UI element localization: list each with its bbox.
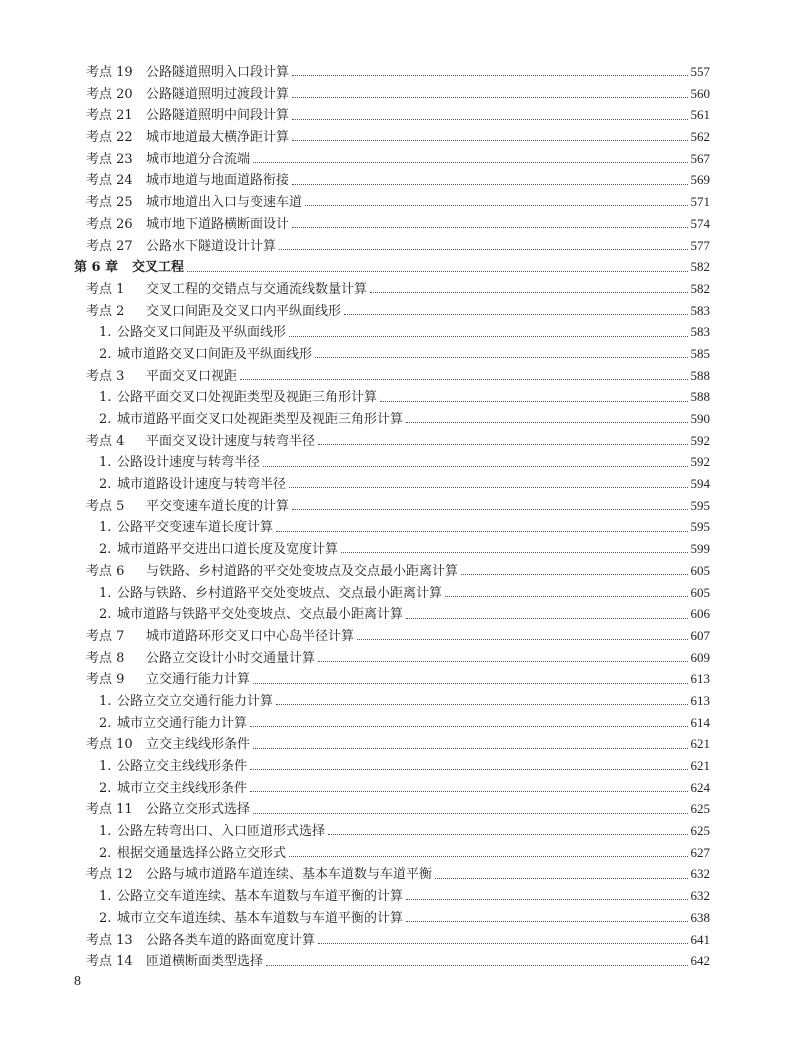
toc-entry-number: 考点 20: [86, 86, 133, 102]
toc-entry-label: [99, 539, 338, 561]
toc-entry-title: 平面交叉口视距: [146, 368, 238, 384]
toc-entry-page: 569: [690, 172, 710, 188]
toc-entry-title: 城市地道与地面道路衔接: [146, 173, 290, 189]
toc-entry-label: [99, 583, 442, 605]
toc-entry-page: 605: [690, 562, 710, 578]
toc-entry-title: 公路交叉口间距及平纵面线形: [117, 325, 287, 341]
dot-leader: [344, 314, 687, 315]
dot-leader: [305, 205, 687, 206]
dot-leader: [357, 639, 687, 640]
table-of-contents: [74, 61, 710, 972]
toc-entry-page: 582: [690, 259, 710, 275]
toc-entry-number: 1.: [99, 824, 112, 840]
toc-entry-title: 城市地下道路横断面设计: [146, 216, 290, 232]
toc-entry-number: 考点 12: [86, 867, 133, 883]
toc-entry-number: 考点 22: [86, 130, 133, 146]
toc-entry-number: 2.: [99, 542, 112, 558]
toc-entry-title: 城市地道最大横净距计算: [146, 130, 290, 146]
toc-entry-title: 交叉工程: [132, 260, 185, 276]
toc-sub-entry: [74, 690, 710, 712]
toc-entry-title: 公路平交变速车道长度计算: [117, 520, 274, 536]
page-number: 8: [74, 974, 81, 989]
toc-entry-label: [86, 496, 289, 518]
toc-sub-entry: [74, 451, 710, 473]
toc-entry-label: [99, 322, 286, 344]
toc-chapter-entry: [74, 256, 710, 278]
toc-entry-page: 562: [690, 129, 710, 145]
dot-leader: [240, 379, 687, 380]
toc-entry-page: 638: [690, 909, 710, 925]
toc-entry-page: 588: [690, 389, 710, 405]
toc-entry-page: 595: [690, 497, 710, 513]
dot-leader: [318, 444, 687, 445]
toc-entry-label: [86, 431, 315, 453]
toc-entry-label: [99, 908, 403, 930]
toc-sub-entry: [74, 820, 710, 842]
toc-entry-page: 627: [690, 844, 710, 860]
dot-leader: [406, 899, 687, 900]
dot-leader: [266, 965, 687, 966]
toc-entry-label: [99, 778, 247, 800]
toc-entry-number: 考点 13: [86, 932, 133, 948]
toc-entry-label: [86, 236, 276, 258]
toc-entry-label: [99, 756, 247, 778]
toc-entry-number: 考点 27: [86, 238, 133, 254]
toc-entry-number: 考点 21: [86, 108, 133, 124]
toc-entry: [74, 929, 710, 951]
toc-sub-entry: [74, 408, 710, 430]
toc-entry-number: 2.: [99, 780, 112, 796]
dot-leader: [276, 531, 687, 532]
toc-entry-label: [99, 886, 403, 908]
dot-leader: [292, 227, 687, 228]
toc-entry-label: [86, 301, 341, 323]
toc-entry-title: 平面交叉设计速度与转弯半径: [146, 433, 316, 449]
toc-entry: [74, 104, 710, 126]
toc-entry-page: 571: [690, 194, 710, 210]
toc-sub-entry: [74, 343, 710, 365]
toc-entry-number: 1.: [99, 889, 112, 905]
toc-entry-title: 公路隧道照明入口段计算: [146, 65, 290, 80]
toc-entry: [74, 300, 710, 322]
toc-entry: [74, 126, 710, 148]
toc-entry-label: [99, 604, 403, 626]
dot-leader: [250, 726, 687, 727]
toc-entry-page: 614: [690, 714, 710, 730]
toc-entry-number: 考点 14: [86, 954, 133, 970]
toc-entry-title: 公路设计速度与转弯半径: [117, 455, 261, 471]
toc-entry-page: 594: [690, 476, 710, 492]
toc-entry-page: 592: [690, 432, 710, 448]
toc-sub-entry: [74, 907, 710, 929]
toc-entry-page: 607: [690, 627, 710, 643]
toc-entry-label: [86, 561, 458, 583]
dot-leader: [406, 422, 687, 423]
toc-entry-title: 城市道路交叉口间距及平纵面线形: [117, 346, 313, 362]
toc-entry-title: 公路隧道照明中间段计算: [146, 108, 290, 124]
dot-leader: [292, 75, 687, 76]
toc-entry-number: 考点 24: [86, 173, 133, 189]
toc-entry: [74, 430, 710, 452]
toc-entry-page: 557: [690, 64, 710, 79]
toc-entry-number: 2.: [99, 412, 112, 427]
toc-entry-page: 592: [690, 454, 710, 470]
toc-entry-number: 考点 19: [86, 65, 133, 80]
toc-entry: [74, 61, 710, 83]
toc-sub-entry: [74, 842, 710, 864]
dot-leader: [263, 466, 687, 467]
toc-entry-number: 考点 11: [86, 802, 133, 818]
toc-entry-title: 平交变速车道长度的计算: [146, 498, 290, 514]
toc-entry-title: 城市道路平面交叉口处视距类型及视距三角形计算: [117, 412, 404, 427]
toc-entry-page: 583: [690, 324, 710, 340]
dot-leader: [253, 748, 687, 749]
toc-entry-page: 585: [690, 345, 710, 361]
dot-leader: [435, 878, 687, 879]
toc-entry-label: [86, 62, 289, 84]
toc-entry: [74, 495, 710, 517]
dot-leader: [250, 791, 687, 792]
toc-entry-number: 2.: [99, 477, 112, 493]
toc-entry-title: 立交主线线形条件: [146, 737, 251, 753]
toc-entry-number: 考点 9: [86, 672, 125, 688]
toc-entry-title: 公路立交立交通行能力计算: [117, 693, 274, 709]
toc-entry-title: 公路立交主线线形条件: [117, 759, 248, 774]
toc-sub-entry: [74, 538, 710, 560]
toc-entry: [74, 213, 710, 235]
toc-entry-label: [74, 257, 184, 279]
dot-leader: [445, 596, 687, 597]
toc-entry: [74, 148, 710, 170]
toc-entry-label: [86, 734, 250, 756]
toc-entry-title: 城市道路平交进出口道长度及宽度计算: [117, 542, 339, 558]
toc-entry-title: 城市地道出入口与变速车道: [146, 195, 303, 211]
toc-entry-title: 城市道路设计速度与转弯半径: [117, 477, 287, 493]
toc-entry-title: 城市立交主线线形条件: [117, 780, 248, 796]
dot-leader: [250, 769, 687, 770]
toc-entry-page: 574: [690, 215, 710, 231]
toc-entry-number: 考点 7: [86, 628, 125, 644]
toc-entry-number: 1.: [99, 585, 112, 601]
toc-entry-page: 588: [690, 367, 710, 383]
toc-entry-page: 624: [690, 779, 710, 795]
toc-sub-entry: [74, 712, 710, 734]
toc-entry-title: 匝道横断面类型选择: [146, 954, 264, 970]
toc-entry-page: 632: [690, 866, 710, 882]
dot-leader: [461, 574, 687, 575]
toc-entry-label: [99, 843, 286, 865]
toc-entry-label: [99, 409, 403, 431]
dot-leader: [341, 552, 687, 553]
toc-entry-page: 632: [690, 888, 710, 904]
toc-entry-page: 583: [690, 302, 710, 318]
toc-entry-number: 考点 1: [86, 281, 125, 297]
toc-entry: [74, 863, 710, 885]
toc-entry-title: 交叉口间距及交叉口内平纵面线形: [146, 303, 342, 319]
toc-entry-label: [86, 951, 263, 973]
toc-entry-page: 599: [690, 541, 710, 557]
toc-entry: [74, 169, 710, 191]
toc-entry-label: [86, 192, 302, 214]
dot-leader: [380, 401, 687, 402]
dot-leader: [279, 249, 687, 250]
toc-sub-entry: [74, 321, 710, 343]
dot-leader: [318, 943, 687, 944]
toc-entry-number: 考点 26: [86, 216, 133, 232]
toc-entry: [74, 798, 710, 820]
dot-leader: [253, 162, 687, 163]
toc-entry-number: 考点 8: [86, 650, 125, 666]
toc-entry-label: [86, 864, 432, 886]
toc-entry-number: 1.: [99, 693, 112, 709]
dot-leader: [253, 683, 687, 684]
toc-entry-number: 考点 5: [86, 498, 125, 514]
toc-entry-page: 595: [690, 519, 710, 535]
toc-sub-entry: [74, 885, 710, 907]
dot-leader: [289, 856, 687, 857]
dot-leader: [370, 292, 687, 293]
toc-sub-entry: [74, 603, 710, 625]
toc-entry-page: 621: [690, 736, 710, 752]
dot-leader: [187, 271, 687, 272]
toc-entry-number: 考点 3: [86, 368, 125, 384]
toc-entry-title: 城市道路与铁路平交处变坡点、交点最小距离计算: [117, 607, 404, 623]
toc-entry-page: 625: [690, 823, 710, 839]
dot-leader: [315, 357, 687, 358]
toc-entry-number: 1.: [99, 455, 112, 471]
toc-entry-title: 公路平面交叉口处视距类型及视距三角形计算: [117, 390, 378, 406]
toc-entry-title: 公路各类车道的路面宽度计算: [146, 932, 316, 948]
dot-leader: [276, 704, 687, 705]
dot-leader: [292, 184, 687, 185]
toc-entry-number: 2.: [99, 910, 112, 926]
toc-entry: [74, 950, 710, 972]
toc-entry-label: [99, 452, 260, 474]
toc-entry: [74, 191, 710, 213]
toc-entry-number: 1.: [99, 390, 112, 406]
toc-entry-number: 2.: [99, 346, 112, 362]
dot-leader: [289, 336, 687, 337]
toc-entry-number: 考点 4: [86, 433, 125, 449]
toc-entry-title: 公路立交设计小时交通量计算: [146, 650, 316, 666]
toc-entry-number: 1.: [99, 759, 112, 774]
toc-entry-page: 613: [690, 692, 710, 708]
toc-entry-number: 考点 25: [86, 195, 133, 211]
toc-entry: [74, 560, 710, 582]
toc-sub-entry: [74, 777, 710, 799]
toc-entry-title: 公路立交形式选择: [146, 802, 251, 818]
toc-entry-label: [86, 84, 289, 106]
toc-entry-label: [86, 214, 289, 236]
toc-entry-number: 2.: [99, 715, 112, 731]
toc-sub-entry: [74, 755, 710, 777]
toc-entry-title: 与铁路、乡村道路的平交处变坡点及交点最小距离计算: [146, 563, 459, 579]
toc-entry-page: 582: [690, 280, 710, 296]
toc-entry-page: 625: [690, 801, 710, 817]
toc-entry-label: [86, 799, 250, 821]
toc-entry: [74, 278, 710, 300]
dot-leader: [289, 487, 687, 488]
toc-entry-title: 公路立交车道连续、基本车道数与车道平衡的计算: [117, 889, 404, 905]
toc-entry-page: 590: [690, 411, 710, 426]
toc-entry-number: 第 6 章: [74, 260, 119, 276]
toc-entry-page: 641: [690, 931, 710, 947]
toc-entry-number: 考点 10: [86, 737, 133, 753]
toc-entry-label: [86, 170, 289, 192]
toc-sub-entry: [74, 473, 710, 495]
toc-entry-label: [99, 691, 273, 713]
toc-entry-title: 城市立交车道连续、基本车道数与车道平衡的计算: [117, 910, 404, 926]
toc-sub-entry: [74, 516, 710, 538]
toc-entry: [74, 365, 710, 387]
toc-sub-entry: [74, 582, 710, 604]
dot-leader: [292, 97, 687, 98]
toc-entry-number: 2.: [99, 607, 112, 623]
toc-entry-title: 城市立交通行能力计算: [117, 715, 248, 731]
toc-entry-label: [86, 149, 250, 171]
toc-entry-number: 考点 2: [86, 303, 125, 319]
toc-entry-title: 公路隧道照明过渡段计算: [146, 86, 290, 102]
toc-entry-label: [99, 517, 273, 539]
toc-entry-label: [86, 279, 367, 301]
toc-entry-label: [86, 105, 289, 127]
toc-entry-page: 606: [690, 606, 710, 622]
toc-entry-title: 公路左转弯出口、入口匝道形式选择: [117, 824, 326, 840]
toc-entry-title: 公路与铁路、乡村道路平交处变坡点、交点最小距离计算: [117, 585, 443, 601]
toc-sub-entry: [74, 386, 710, 408]
toc-entry: [74, 733, 710, 755]
toc-entry: [74, 668, 710, 690]
toc-entry-label: [86, 930, 315, 952]
toc-entry-label: [99, 344, 312, 366]
toc-entry-page: 605: [690, 584, 710, 600]
toc-entry-page: 609: [690, 649, 710, 665]
toc-entry-label: [99, 713, 247, 735]
toc-entry-label: [86, 669, 250, 691]
toc-entry-number: 1.: [99, 520, 112, 536]
toc-entry-label: [99, 474, 286, 496]
toc-entry-title: 根据交通量选择公路立交形式: [117, 845, 287, 861]
toc-entry-page: 577: [690, 237, 710, 253]
dot-leader: [328, 834, 687, 835]
dot-leader: [406, 618, 687, 619]
toc-entry-title: 立交通行能力计算: [146, 672, 251, 688]
toc-entry: [74, 647, 710, 669]
toc-entry-label: [86, 626, 354, 648]
toc-entry-label: [86, 127, 289, 149]
toc-entry: [74, 83, 710, 105]
toc-entry-page: 613: [690, 671, 710, 687]
toc-entry-title: 交叉工程的交错点与交通流线数量计算: [146, 281, 368, 297]
toc-entry-label: [86, 648, 315, 670]
toc-entry-number: 考点 23: [86, 151, 133, 167]
toc-entry-title: 城市地道分合流端: [146, 151, 251, 167]
dot-leader: [318, 661, 687, 662]
dot-leader: [292, 509, 687, 510]
toc-entry-page: 621: [690, 758, 710, 773]
dot-leader: [292, 119, 687, 120]
toc-entry: [74, 625, 710, 647]
dot-leader: [406, 921, 687, 922]
dot-leader: [292, 140, 687, 141]
toc-entry-number: 1.: [99, 325, 112, 341]
toc-entry-page: 642: [690, 953, 710, 969]
toc-entry-label: [99, 387, 377, 409]
toc-entry-page: 567: [690, 150, 710, 166]
toc-entry: [74, 235, 710, 257]
toc-entry-label: [86, 366, 237, 388]
toc-entry-title: 城市道路环形交叉口中心岛半径计算: [146, 628, 355, 644]
toc-entry-title: 公路水下隧道设计计算: [146, 238, 277, 254]
toc-entry-number: 2.: [99, 845, 112, 861]
toc-entry-page: 561: [690, 107, 710, 123]
toc-entry-label: [99, 821, 325, 843]
dot-leader: [253, 813, 687, 814]
toc-entry-title: 公路与城市道路车道连续、基本车道数与车道平衡: [146, 867, 433, 883]
toc-entry-page: 560: [690, 85, 710, 101]
toc-entry-number: 考点 6: [86, 563, 125, 579]
